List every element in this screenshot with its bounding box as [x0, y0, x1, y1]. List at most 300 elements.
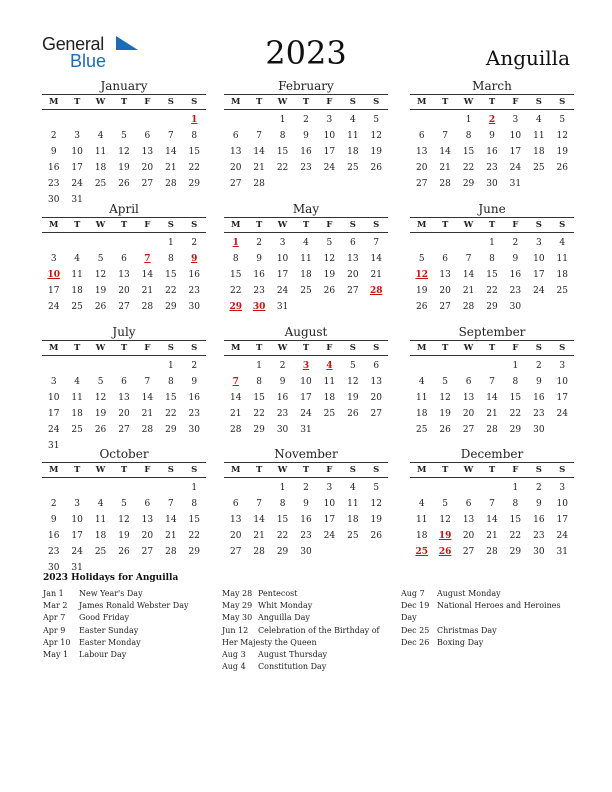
- empty-day-cell: [112, 235, 135, 251]
- weekday-header-row: [42, 462, 206, 478]
- week-row: [224, 406, 388, 422]
- day-cell: 17: [556, 393, 568, 404]
- weekday-header: M: [49, 220, 59, 230]
- day-cell: 25: [556, 286, 568, 297]
- day-cell: 6: [121, 254, 127, 265]
- weekday-header: S: [535, 465, 542, 475]
- weekday-header: F: [326, 343, 333, 353]
- holidays-title: 2023 Holidays for Anguilla: [43, 573, 179, 583]
- day-cell: 8: [191, 131, 198, 142]
- day-cell: 21: [141, 409, 154, 420]
- day-cell: 18: [94, 163, 107, 174]
- empty-day-cell: [42, 358, 65, 374]
- month-name: January: [100, 79, 148, 93]
- weekday-header: T: [120, 465, 128, 475]
- weekday-header: T: [73, 343, 81, 353]
- weekday-header: S: [535, 343, 542, 353]
- week-row: [410, 374, 574, 390]
- holiday-column: [43, 588, 211, 661]
- week-row: [410, 480, 574, 496]
- day-cell: 28: [165, 179, 177, 190]
- day-cell: 1: [465, 115, 472, 125]
- weekday-header: S: [191, 97, 198, 107]
- empty-day-cell: [551, 422, 574, 438]
- month-days: [42, 235, 206, 315]
- day-cell: 18: [71, 409, 83, 420]
- day-cell: 18: [71, 286, 83, 297]
- day-cell: 6: [418, 131, 425, 142]
- holiday-name: New Year's Day: [79, 589, 143, 598]
- holiday-item: [43, 649, 211, 661]
- holiday-item: [43, 637, 211, 649]
- holiday-item: [222, 625, 390, 649]
- weekday-header: T: [488, 220, 496, 230]
- weekday-header-row: [410, 462, 574, 478]
- day-cell: 19: [94, 286, 107, 297]
- week-row: [224, 144, 388, 160]
- empty-day-cell: [271, 176, 294, 192]
- empty-day-cell: [457, 358, 480, 374]
- day-cell: 21: [439, 163, 451, 174]
- week-row: [42, 144, 206, 160]
- day-cell: 21: [462, 286, 475, 297]
- week-row: [410, 528, 574, 544]
- day-cell: 25: [300, 286, 312, 297]
- week-row: [224, 528, 388, 544]
- day-cell: 12: [370, 131, 382, 142]
- week-row: [42, 422, 206, 438]
- day-cell: 28: [165, 547, 177, 558]
- day-cell: 28: [141, 302, 154, 313]
- day-cell: 26: [118, 179, 130, 190]
- week-row: [42, 358, 206, 374]
- holiday-name: James Ronald Webster Day: [79, 601, 189, 611]
- day-cell: 4: [74, 377, 80, 388]
- day-cell: 18: [556, 270, 568, 281]
- day-cell: 15: [509, 515, 522, 526]
- day-cell: 14: [486, 515, 498, 526]
- day-cell: 9: [535, 499, 542, 510]
- day-cell: 16: [188, 393, 200, 404]
- month-january: [42, 79, 206, 209]
- day-cell: 8: [512, 377, 519, 388]
- day-cell: 24: [556, 531, 568, 542]
- day-cell: 5: [559, 115, 566, 125]
- holiday-name: Christmas Day: [437, 625, 497, 635]
- week-row: [224, 251, 388, 267]
- weekday-header: F: [144, 465, 151, 475]
- day-cell: 28: [141, 425, 154, 436]
- empty-day-cell: [42, 235, 65, 251]
- week-row: [42, 374, 206, 390]
- empty-day-cell: [410, 358, 433, 374]
- week-row: [410, 299, 574, 315]
- weekday-header: S: [167, 465, 174, 475]
- day-cell: 29: [165, 302, 177, 313]
- weekday-header-row: [410, 94, 574, 110]
- day-cell: 19: [556, 147, 568, 158]
- week-row: [42, 406, 206, 422]
- day-cell: 3: [279, 238, 286, 248]
- holiday-day-cell: 3: [302, 361, 310, 371]
- day-cell: 9: [191, 377, 198, 388]
- week-row: [410, 390, 574, 406]
- month-days: [224, 480, 388, 560]
- holiday-day-cell: 25: [415, 547, 428, 558]
- weekday-header: T: [255, 343, 263, 353]
- week-row: [410, 406, 574, 422]
- day-cell: 5: [97, 254, 104, 265]
- holiday-day-cell: 9: [191, 254, 198, 265]
- day-cell: 28: [439, 179, 451, 190]
- holiday-item: [43, 625, 211, 637]
- day-cell: 8: [167, 377, 174, 388]
- day-cell: 17: [71, 163, 83, 174]
- holiday-column: [222, 588, 390, 673]
- holiday-day-cell: 1: [191, 115, 198, 125]
- weekday-header-row: [42, 217, 206, 233]
- day-cell: 22: [486, 286, 498, 297]
- day-cell: 24: [556, 409, 568, 420]
- day-cell: 31: [509, 179, 522, 190]
- weekday-header: T: [255, 97, 263, 107]
- day-cell: 16: [509, 270, 522, 281]
- holiday-day-cell: 2: [488, 115, 496, 125]
- weekday-header: F: [326, 220, 333, 230]
- day-cell: 10: [533, 254, 545, 265]
- day-cell: 6: [373, 361, 380, 371]
- day-cell: 7: [256, 499, 262, 510]
- day-cell: 11: [94, 515, 107, 526]
- empty-day-cell: [341, 544, 364, 560]
- day-cell: 5: [373, 483, 380, 493]
- weekday-header-row: [42, 340, 206, 356]
- weekday-header: S: [559, 465, 566, 475]
- day-cell: 1: [512, 483, 519, 493]
- empty-day-cell: [318, 176, 341, 192]
- holiday-day-cell: 19: [438, 531, 452, 542]
- weekday-header: M: [417, 220, 427, 230]
- day-cell: 11: [415, 393, 428, 404]
- day-cell: 21: [141, 286, 154, 297]
- day-cell: 14: [462, 270, 475, 281]
- week-row: [410, 112, 574, 128]
- day-cell: 19: [370, 147, 382, 158]
- day-cell: 21: [253, 531, 265, 542]
- day-cell: 5: [121, 499, 127, 510]
- holiday-name: Celebration of the Birthday of Her Majesty the Queen: [222, 625, 380, 647]
- weekday-header: S: [559, 97, 566, 107]
- week-row: [42, 544, 206, 560]
- day-cell: 27: [462, 547, 475, 558]
- day-cell: 22: [276, 163, 289, 174]
- empty-day-cell: [318, 422, 341, 438]
- empty-day-cell: [112, 358, 135, 374]
- day-cell: 27: [118, 425, 130, 436]
- weekday-header: W: [463, 97, 474, 107]
- day-cell: 12: [94, 393, 107, 404]
- day-cell: 4: [418, 377, 425, 388]
- holiday-date: Dec 25: [401, 625, 430, 635]
- day-cell: 9: [489, 131, 495, 142]
- day-cell: 10: [47, 393, 60, 404]
- weekday-header-row: [224, 462, 388, 478]
- weekday-header: M: [417, 343, 427, 353]
- holiday-day-cell: 7: [144, 254, 151, 265]
- week-row: [42, 267, 206, 283]
- weekday-header-row: [42, 94, 206, 110]
- calendar-year: 2023: [265, 34, 347, 72]
- day-cell: 9: [279, 377, 286, 388]
- holiday-name: Good Friday: [79, 613, 130, 623]
- day-cell: 22: [188, 163, 200, 174]
- day-cell: 14: [370, 254, 382, 265]
- week-row: [224, 267, 388, 283]
- day-cell: 9: [256, 254, 262, 265]
- day-cell: 31: [300, 425, 312, 436]
- day-cell: 22: [165, 286, 177, 297]
- month-october: [42, 447, 206, 577]
- week-row: [224, 496, 388, 512]
- weekday-header-row: [410, 340, 574, 356]
- holiday-name: August Thursday: [258, 650, 328, 660]
- holiday-name: Easter Sunday: [79, 625, 139, 635]
- weekday-header: T: [73, 465, 81, 475]
- day-cell: 2: [303, 483, 309, 493]
- empty-day-cell: [183, 560, 206, 576]
- day-cell: 14: [165, 147, 177, 158]
- day-cell: 25: [71, 302, 83, 313]
- day-cell: 19: [347, 393, 359, 404]
- day-cell: 23: [47, 547, 60, 558]
- empty-day-cell: [365, 176, 388, 192]
- week-row: [410, 128, 574, 144]
- weekday-header: W: [463, 465, 474, 475]
- month-may: [224, 202, 388, 315]
- holiday-date: Dec 19: [401, 601, 430, 611]
- holiday-item: [222, 600, 390, 612]
- day-cell: 26: [94, 302, 107, 313]
- day-cell: 2: [191, 238, 198, 248]
- day-cell: 21: [165, 531, 177, 542]
- day-cell: 12: [323, 254, 336, 265]
- holiday-date: May 30: [222, 613, 253, 623]
- day-cell: 21: [253, 163, 265, 174]
- weekday-header: F: [512, 220, 519, 230]
- weekday-header: W: [95, 465, 106, 475]
- weekday-header: S: [349, 220, 356, 230]
- day-cell: 9: [50, 147, 57, 158]
- day-cell: 15: [188, 147, 200, 158]
- weekday-header: F: [326, 465, 333, 475]
- day-cell: 24: [300, 409, 312, 420]
- holiday-item: [222, 612, 390, 624]
- day-cell: 20: [141, 531, 154, 542]
- day-cell: 12: [118, 147, 130, 158]
- holiday-name: Whit Monday: [258, 601, 313, 611]
- weekday-header: W: [277, 465, 288, 475]
- month-name: June: [478, 202, 506, 216]
- day-cell: 22: [165, 409, 177, 420]
- day-cell: 17: [323, 515, 336, 526]
- day-cell: 20: [229, 531, 242, 542]
- day-cell: 18: [300, 270, 312, 281]
- weekday-header: T: [441, 97, 449, 107]
- day-cell: 20: [415, 163, 428, 174]
- day-cell: 20: [462, 531, 475, 542]
- weekday-header: M: [49, 97, 59, 107]
- day-cell: 5: [442, 499, 448, 510]
- weekday-header: T: [441, 465, 449, 475]
- day-cell: 9: [535, 377, 542, 388]
- day-cell: 15: [229, 270, 242, 281]
- weekday-header: M: [417, 465, 427, 475]
- day-cell: 17: [509, 147, 522, 158]
- day-cell: 29: [462, 179, 475, 190]
- month-name: February: [278, 79, 334, 93]
- weekday-header: M: [231, 343, 241, 353]
- day-cell: 10: [323, 131, 336, 142]
- day-cell: 29: [253, 425, 265, 436]
- day-cell: 13: [229, 515, 242, 526]
- empty-day-cell: [527, 299, 550, 315]
- weekday-header-row: [224, 217, 388, 233]
- day-cell: 19: [439, 409, 451, 420]
- day-cell: 25: [323, 409, 336, 420]
- day-cell: 6: [465, 377, 472, 388]
- day-cell: 18: [323, 393, 336, 404]
- empty-day-cell: [294, 299, 317, 315]
- week-row: [42, 235, 206, 251]
- weekday-header: S: [373, 465, 380, 475]
- weekday-header: W: [95, 343, 106, 353]
- day-cell: 26: [323, 286, 336, 297]
- empty-day-cell: [112, 112, 135, 128]
- day-cell: 24: [47, 302, 60, 313]
- weekday-header: S: [191, 220, 198, 230]
- day-cell: 12: [118, 515, 130, 526]
- empty-day-cell: [89, 480, 112, 496]
- holiday-date: Aug 4: [222, 662, 246, 672]
- day-cell: 31: [556, 547, 568, 558]
- day-cell: 21: [229, 409, 242, 420]
- weekday-header: T: [488, 97, 496, 107]
- day-cell: 20: [118, 286, 130, 297]
- empty-day-cell: [65, 112, 88, 128]
- holiday-item: [222, 661, 390, 673]
- day-cell: 2: [535, 361, 542, 371]
- day-cell: 12: [94, 270, 107, 281]
- weekday-header: S: [559, 220, 566, 230]
- month-september: [410, 325, 574, 438]
- day-cell: 14: [141, 393, 154, 404]
- day-cell: 25: [533, 163, 545, 174]
- month-days: [224, 112, 388, 192]
- day-cell: 24: [71, 547, 83, 558]
- day-cell: 19: [415, 286, 428, 297]
- day-cell: 18: [415, 531, 428, 542]
- empty-day-cell: [65, 358, 88, 374]
- day-cell: 23: [188, 409, 200, 420]
- empty-day-cell: [318, 299, 341, 315]
- week-row: [410, 496, 574, 512]
- day-cell: 2: [535, 483, 542, 493]
- weekday-header: S: [191, 343, 198, 353]
- weekday-header: T: [120, 343, 128, 353]
- day-cell: 17: [533, 270, 545, 281]
- day-cell: 10: [556, 377, 568, 388]
- day-cell: 11: [71, 270, 83, 281]
- week-row: [410, 251, 574, 267]
- day-cell: 4: [418, 499, 425, 510]
- day-cell: 7: [465, 254, 472, 265]
- day-cell: 13: [118, 270, 130, 281]
- day-cell: 23: [300, 531, 312, 542]
- weekday-header-row: [224, 94, 388, 110]
- month-name: December: [460, 447, 524, 461]
- month-days: [42, 112, 206, 209]
- day-cell: 12: [347, 377, 359, 388]
- weekday-header: F: [512, 465, 519, 475]
- day-cell: 20: [370, 393, 382, 404]
- holiday-date: Aug 7: [401, 589, 425, 598]
- day-cell: 25: [94, 547, 107, 558]
- day-cell: 11: [94, 147, 107, 158]
- day-cell: 3: [74, 131, 80, 142]
- week-row: [224, 235, 388, 251]
- empty-day-cell: [159, 480, 182, 496]
- logo-word-general: General: [42, 34, 104, 54]
- month-april: [42, 202, 206, 315]
- holiday-item: [43, 612, 211, 624]
- day-cell: 28: [253, 179, 265, 190]
- weekday-header: S: [373, 220, 380, 230]
- weekday-header: S: [373, 343, 380, 353]
- empty-day-cell: [294, 176, 317, 192]
- empty-day-cell: [159, 112, 182, 128]
- week-row: [42, 283, 206, 299]
- day-cell: 3: [326, 483, 333, 493]
- week-row: [224, 374, 388, 390]
- holiday-item: [401, 600, 571, 624]
- day-cell: 1: [167, 238, 174, 248]
- weekday-header: T: [302, 220, 310, 230]
- day-cell: 24: [47, 425, 60, 436]
- day-cell: 4: [349, 483, 356, 493]
- day-cell: 13: [439, 270, 451, 281]
- day-cell: 8: [279, 499, 286, 510]
- day-cell: 14: [165, 515, 177, 526]
- holiday-item: [43, 588, 211, 600]
- day-cell: 22: [253, 409, 265, 420]
- month-name: August: [284, 325, 328, 339]
- holiday-name: National Heroes and Heroines Day: [401, 601, 561, 623]
- day-cell: 8: [167, 254, 174, 265]
- day-cell: 25: [415, 425, 428, 436]
- day-cell: 9: [303, 131, 309, 142]
- empty-day-cell: [247, 112, 270, 128]
- weekday-header: T: [73, 220, 81, 230]
- day-cell: 22: [188, 531, 200, 542]
- day-cell: 27: [415, 179, 428, 190]
- day-cell: 11: [71, 393, 83, 404]
- day-cell: 30: [533, 547, 545, 558]
- holiday-date: Aug 3: [222, 650, 246, 660]
- week-row: [410, 144, 574, 160]
- day-cell: 10: [276, 254, 289, 265]
- weekday-header: S: [349, 465, 356, 475]
- day-cell: 14: [253, 515, 265, 526]
